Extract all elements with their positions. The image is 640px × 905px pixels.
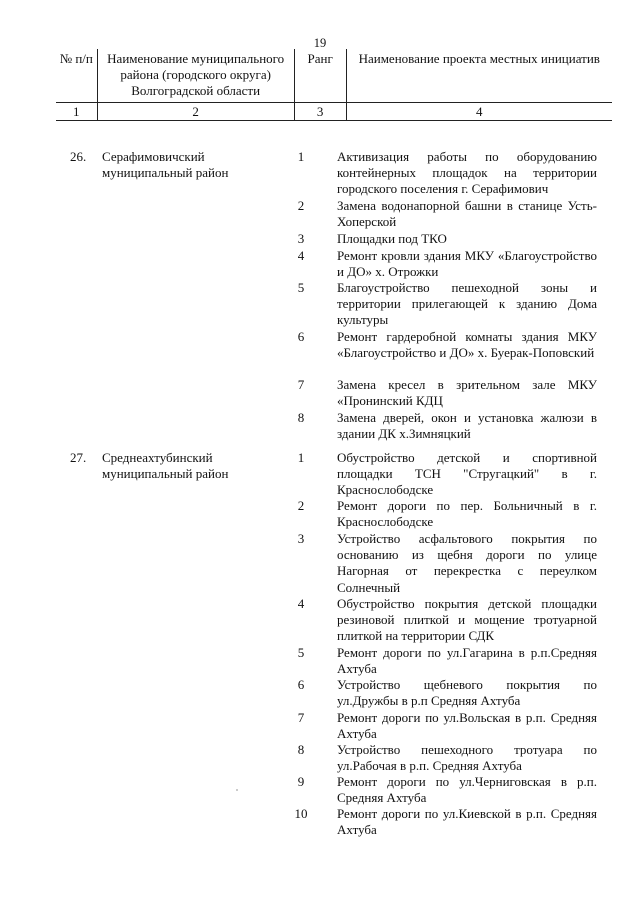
header-number-1: 1 [56, 103, 97, 121]
project-rank: 3 [297, 531, 305, 546]
project-rank: 7 [297, 710, 305, 725]
project-title: Замена водонапорной башни в станице Усть-Хоперской [337, 198, 597, 230]
header-numbers-row [56, 103, 612, 121]
project-title: Ремонт кровли здания МКУ «Благоустройство и ДО» х. Отрожки [337, 248, 597, 280]
scan-speck [236, 789, 238, 791]
project-title: Ремонт дороги по ул.Черниговская в р.п. Средняя Ахтуба [337, 774, 597, 806]
project-title: Устройство щебневого покрытия по ул.Дружбы в р.п Средняя Ахтуба [337, 677, 597, 709]
project-title: Ремонт гардеробной комнаты здания МКУ «Благоустройство и ДО» х. Буерак-Поповский [337, 329, 597, 361]
project-rank: 4 [297, 596, 305, 611]
project-title: Ремонт дороги по ул.Вольская в р.п. Средняя Ахтуба [337, 710, 597, 742]
header-row [56, 49, 612, 103]
district-name: Среднеахтубинский муниципальный район [102, 450, 229, 481]
project-rank: 10 [294, 806, 308, 821]
project-title: Замена дверей, окон и установка жалюзи в здании ДК х.Зимняцкий [337, 410, 597, 442]
project-title: Площадки под ТКО [337, 231, 447, 246]
district-name: Серафимовичский муниципальный район [102, 149, 229, 180]
header-number-2: 2 [97, 103, 294, 121]
project-rank: 3 [297, 231, 305, 246]
project-title: Ремонт дороги по пер. Больничный в г. Краснослободске [337, 498, 597, 530]
project-title: Устройство асфальтового покрытия по основанию из щебня дороги по улице Нагорная от перекрестка с переулком Солнечный [337, 531, 597, 595]
project-rank: 4 [297, 248, 305, 263]
table-header [56, 49, 612, 121]
project-title: Замена кресел в зрительном зале МКУ «Пронинский КДЦ [337, 377, 597, 409]
project-rank: 8 [297, 410, 305, 425]
header-col-project: Наименование проекта местных инициатив [346, 49, 612, 103]
project-title: Благоустройство пешеходной зоны и территории прилегающей к зданию Дома культуры [337, 280, 597, 328]
project-rank: 5 [297, 645, 305, 660]
project-rank: 7 [297, 377, 305, 392]
district-number: 26. [70, 149, 87, 164]
project-rank: 1 [297, 450, 305, 465]
project-title: Обустройство детской и спортивной площадки ТСН "Стругацкий" в г. Краснослободске [337, 450, 597, 498]
project-rank: 9 [297, 774, 305, 789]
project-rank: 6 [297, 677, 305, 692]
project-rank: 6 [297, 329, 305, 344]
project-rank: 8 [297, 742, 305, 757]
header-col-rank: Ранг [294, 49, 346, 103]
project-title: Активизация работы по оборудованию контейнерных площадок на территории городского поселения г. Серафимович [337, 149, 597, 197]
project-rank: 2 [297, 498, 305, 513]
header-number-4: 4 [346, 103, 612, 121]
project-rank: 5 [297, 280, 305, 295]
project-title: Ремонт дороги по ул.Киевской в р.п. Средняя Ахтуба [337, 806, 597, 838]
project-rank: 1 [297, 149, 305, 164]
project-title: Ремонт дороги по ул.Гагарина в р.п.Средняя Ахтуба [337, 645, 597, 677]
header-col-number: № п/п [59, 51, 93, 66]
page-number: 19 [313, 36, 327, 50]
project-rank: 2 [297, 198, 305, 213]
header-number-3: 3 [294, 103, 346, 121]
project-title: Устройство пешеходного тротуара по ул.Рабочая в р.п. Средняя Ахтуба [337, 742, 597, 774]
project-title: Обустройство покрытия детской площадки резиновой плиткой и мощение тротуарной плиткой на территории СДК [337, 596, 597, 644]
header-col-district: Наименование муниципального района (городского округа) Волгоградской области [97, 49, 294, 103]
district-number: 27. [70, 450, 87, 465]
